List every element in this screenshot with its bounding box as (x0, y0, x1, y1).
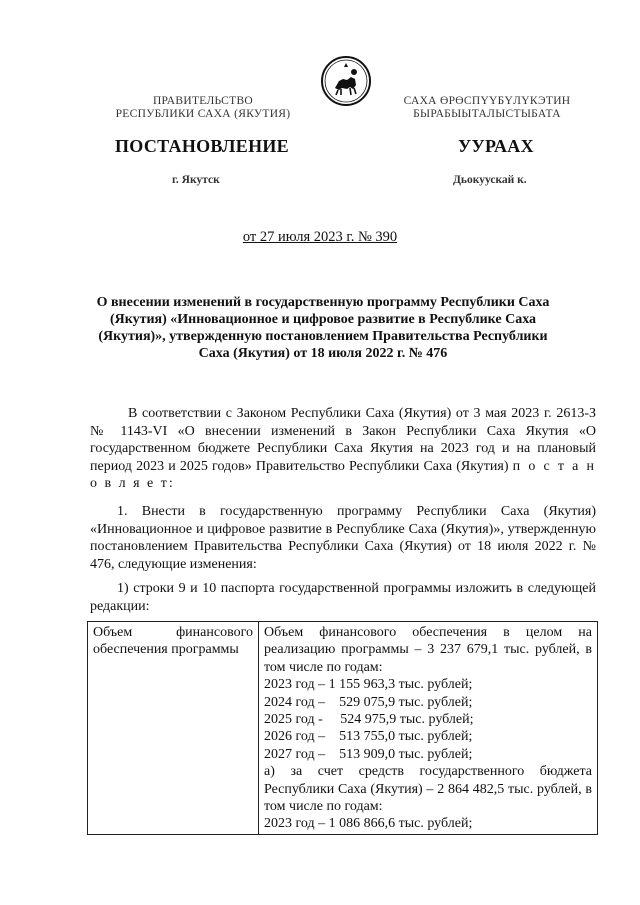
financing-table (87, 621, 598, 835)
paragraph-subitem-1: 1) строки 9 и 10 паспорта государственной программы изложить в следующей редакции: (90, 581, 596, 614)
coat-of-arms-emblem (320, 55, 372, 107)
header-org-left-line1: ПРАВИТЕЛЬСТВО (152, 95, 254, 107)
table-value-cell (259, 622, 598, 835)
preamble-text: В соответствии с Законом Республики Саха (Якутия) от 3 мая 2023 г. 2613-З № 1143-VI «О внесении изменений в Закон Республики Саха Якутия «О государственном бюджете Республики Саха Якутия на 2023 год и на плановый период 2023 и 2025 годов» Правительство Республики Саха (Якутия) (90, 406, 596, 474)
table-label: Объем финансового обеспечения программы (93, 625, 253, 658)
date-number-text: от 27 июля 2023 г. № 390 (242, 229, 398, 245)
city-name-ru: г. Якутск (172, 174, 220, 186)
year-line: 2023 год – 1 086 866,6 тыс. рублей; (264, 816, 473, 832)
date-number-line (0, 229, 640, 246)
year-line: 2026 год – 513 755,0 тыс. рублей; (264, 729, 473, 745)
document-subject: О внесении изменений в государственную программу Республики Саха (Якутия) «Инновационное и цифровое развитие в Республике Саха (Якутия)», утвержденную постановлением Правительства Республики Саха (Якутия) от 18 июля 2022 г. № 476 (96, 295, 550, 361)
year-line: 2023 год – 1 155 963,3 тыс. рублей; (264, 677, 473, 693)
header-org-right (372, 95, 602, 121)
financing-intro: Объем финансового обеспечения в целом на реализацию программы – 3 237 679,1 тыс. рублей, в том числе по годам: (264, 625, 592, 675)
table-label-cell (88, 622, 259, 835)
city-name-sah: Дьокуускай к. (453, 174, 527, 186)
header-org-left-line2: РЕСПУБЛИКИ САХА (ЯКУТИЯ) (115, 108, 291, 120)
year-line: 2024 год – 529 075,9 тыс. рублей; (264, 694, 473, 710)
resolve-word: п о с т а н о в л я е т: (90, 458, 596, 491)
header-org-left (88, 95, 318, 121)
doc-type-title-sah: УУРААХ (458, 136, 534, 156)
header-org-right-line1: САХА ӨРӨСПҮҮБҮЛҮКЭТИН (403, 95, 571, 107)
year-line: 2027 год – 513 909,0 тыс. рублей; (264, 746, 473, 762)
doc-type-title-ru: ПОСТАНОВЛЕНИЕ (115, 136, 289, 156)
header-org-right-line2: БЫРАБЫЫТАЛЫСТЫБАТА (413, 108, 561, 120)
table-row (88, 622, 598, 835)
paragraph-item-1: 1. Внести в государственную программу Республики Саха (Якутия) «Инновационное и цифровое развитие в Республике Саха (Якутия)», утвержденную постановлением Правительства Республики Саха (Якутия) от 18 июля 2022 г. № 476, следующие изменения: (90, 504, 596, 572)
paragraph-preamble (90, 405, 596, 493)
financing-subsection-a: а) за счет средств государственного бюджета Республики Саха (Якутия) – 2 864 482,5 тыс. рублей, в том числе по годам: (264, 764, 592, 815)
year-line: 2025 год - 524 975,9 тыс. рублей; (264, 712, 474, 728)
